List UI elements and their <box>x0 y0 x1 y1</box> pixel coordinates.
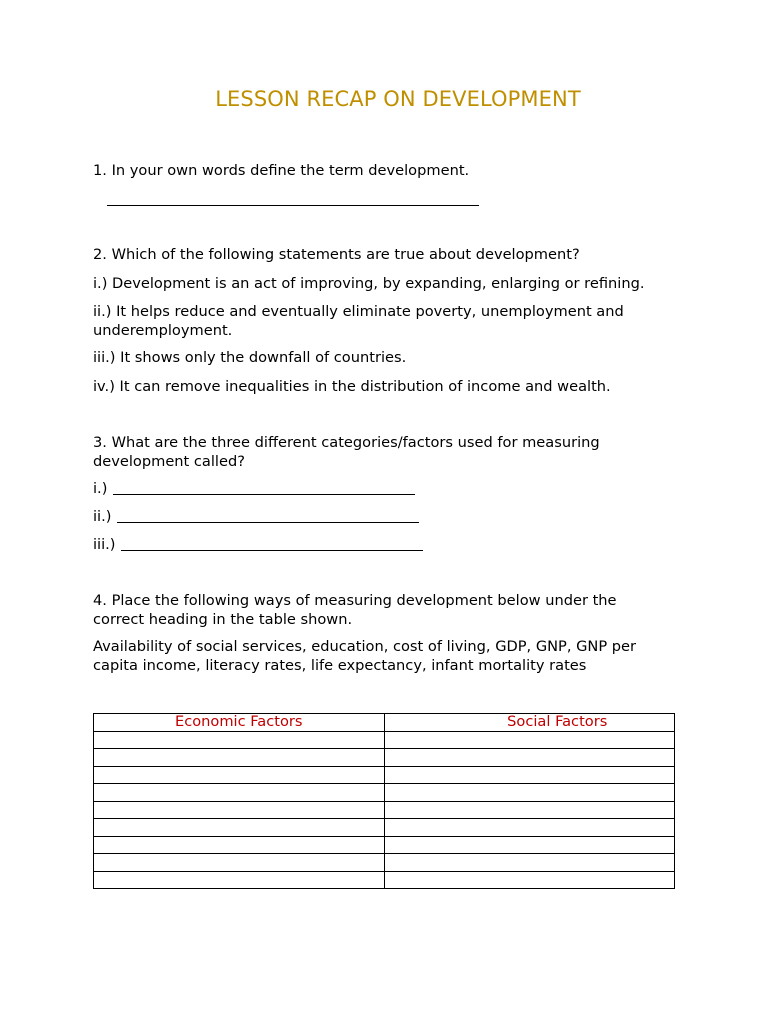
q2-option-2: ii.) It helps reduce and eventually eliminate poverty, unemployment and underemployment. <box>93 303 624 339</box>
q2-option-1: i.) Development is an act of improving, by expanding, enlarging or refining. <box>93 275 645 292</box>
economic-factor-cell[interactable] <box>94 731 385 749</box>
header-economic-factors: Economic Factors <box>94 714 385 732</box>
question-4: 4. Place the following ways of measuring development below under the correct heading in the table shown. <box>93 592 617 628</box>
table-row <box>94 766 675 784</box>
factors-table-body <box>94 731 675 889</box>
table-row <box>94 836 675 854</box>
economic-factor-cell[interactable] <box>94 766 385 784</box>
table-row <box>94 871 675 889</box>
answer-line-q3-1[interactable] <box>113 494 415 495</box>
social-factor-cell[interactable] <box>384 819 675 837</box>
q3-answer-label-1: i.) <box>93 480 108 497</box>
economic-factor-cell[interactable] <box>94 749 385 767</box>
question-1: 1. In your own words define the term development. <box>93 162 470 179</box>
header-social-factors: Social Factors <box>384 714 675 732</box>
economic-factor-cell[interactable] <box>94 801 385 819</box>
social-factor-cell[interactable] <box>384 871 675 889</box>
answer-line-q3-3[interactable] <box>121 550 423 551</box>
social-factor-cell[interactable] <box>384 766 675 784</box>
economic-factor-cell[interactable] <box>94 819 385 837</box>
worksheet-title: LESSON RECAP ON DEVELOPMENT <box>215 87 581 111</box>
q3-answer-label-2: ii.) <box>93 508 112 525</box>
q4-items-list: Availability of social services, education, cost of living, GDP, GNP, GNP per capita income, literacy rates, life expectancy, infant mortality rates <box>93 638 637 674</box>
table-row <box>94 749 675 767</box>
social-factor-cell[interactable] <box>384 749 675 767</box>
table-header-row <box>94 714 675 732</box>
table-row <box>94 854 675 872</box>
table-row <box>94 801 675 819</box>
economic-factor-cell[interactable] <box>94 784 385 802</box>
social-factor-cell[interactable] <box>384 854 675 872</box>
question-2: 2. Which of the following statements are true about development? <box>93 246 580 263</box>
q2-option-3: iii.) It shows only the downfall of countries. <box>93 349 407 366</box>
social-factor-cell[interactable] <box>384 731 675 749</box>
q2-option-4: iv.) It can remove inequalities in the distribution of income and wealth. <box>93 378 611 395</box>
table-row <box>94 819 675 837</box>
economic-factor-cell[interactable] <box>94 871 385 889</box>
economic-factor-cell[interactable] <box>94 854 385 872</box>
q3-answer-label-3: iii.) <box>93 536 116 553</box>
answer-line-q1[interactable] <box>107 205 479 206</box>
social-factor-cell[interactable] <box>384 801 675 819</box>
question-3: 3. What are the three different categories/factors used for measuring development called? <box>93 434 600 470</box>
social-factor-cell[interactable] <box>384 836 675 854</box>
table-row <box>94 731 675 749</box>
table-row <box>94 784 675 802</box>
factors-table <box>93 713 675 889</box>
answer-line-q3-2[interactable] <box>117 522 419 523</box>
social-factor-cell[interactable] <box>384 784 675 802</box>
economic-factor-cell[interactable] <box>94 836 385 854</box>
